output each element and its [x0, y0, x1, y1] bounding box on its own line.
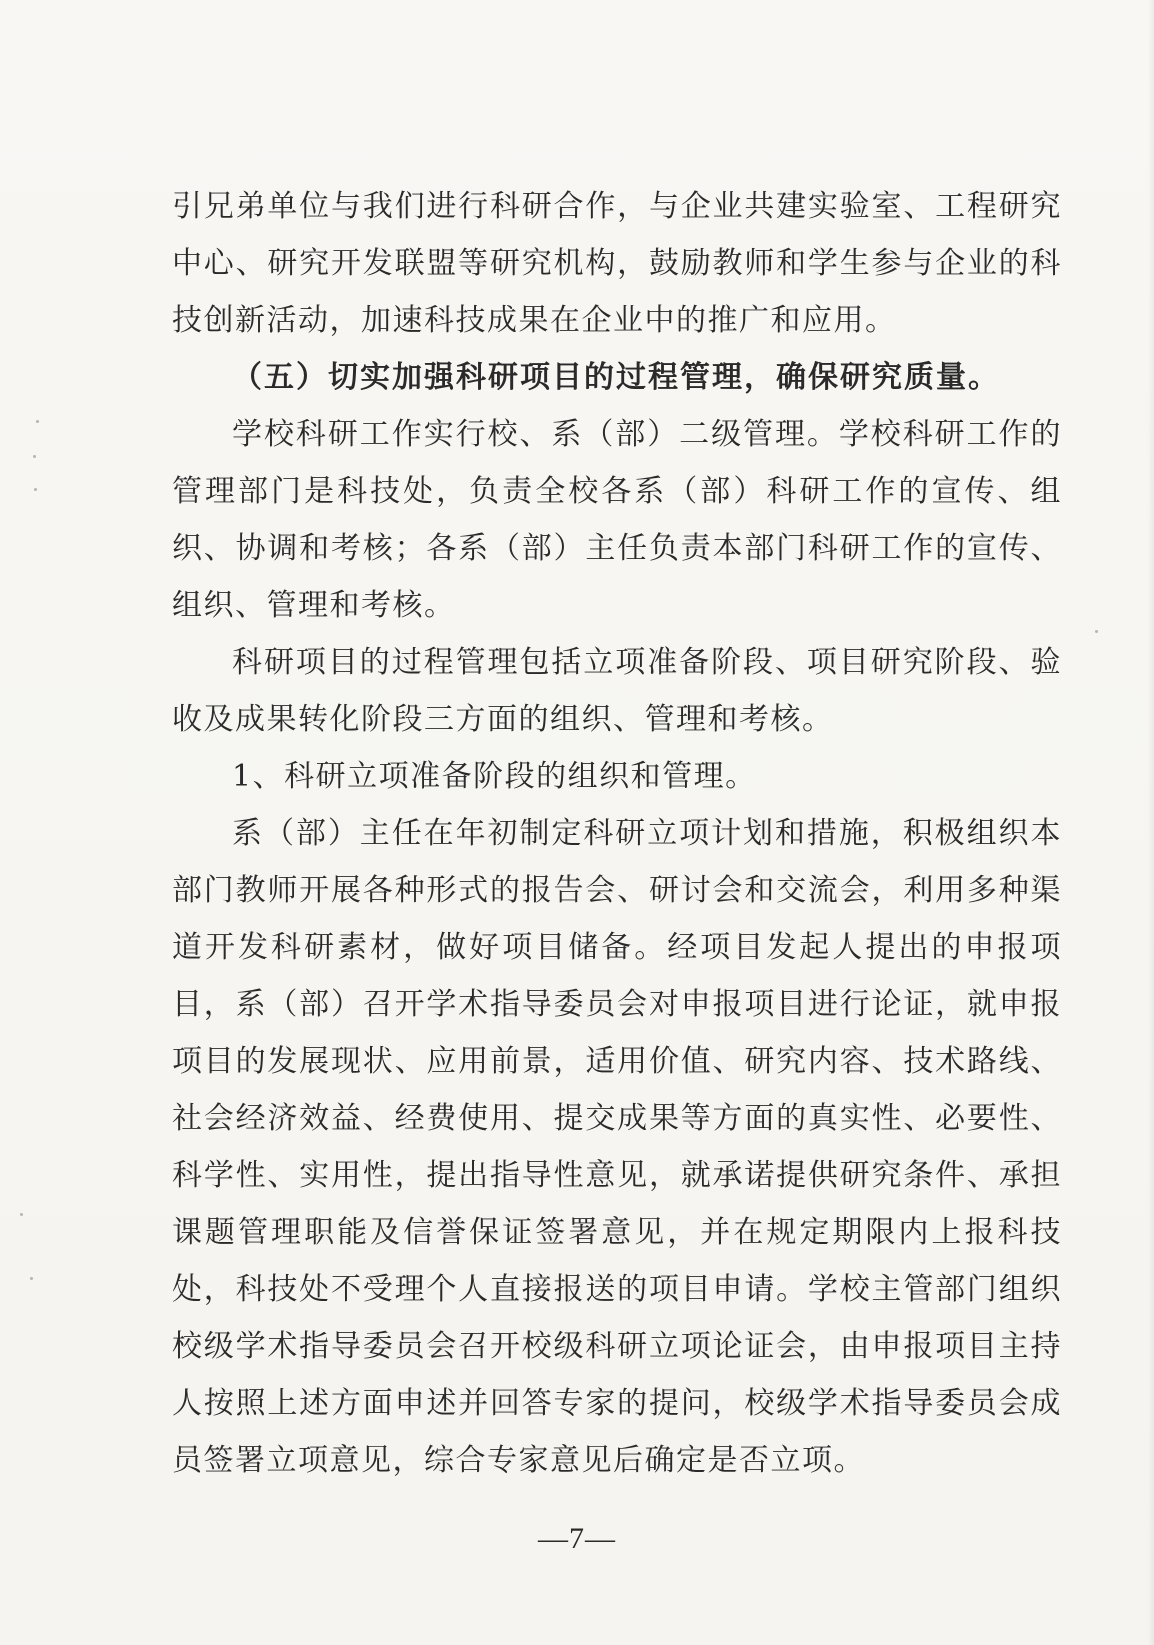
- scan-speck: [34, 488, 37, 491]
- scan-speck: [36, 420, 39, 423]
- subheading-stage-one: 1、科研立项准备阶段的组织和管理。: [232, 759, 757, 794]
- scan-speck: [20, 1213, 23, 1216]
- scan-speck: [30, 1277, 33, 1280]
- paragraph-process-stages: 科研项目的过程管理包括立项准备阶段、项目研究阶段、验收及成果转化阶段三方面的组织、管理和考核。: [172, 645, 1062, 737]
- document-body: [172, 178, 1062, 1489]
- paragraph-stage-one-details: 系（部）主任在年初制定科研立项计划和措施，积极组织本部门教师开展各种形式的报告会、研讨会和交流会，利用多种渠道开发科研素材，做好项目储备。经项目发起人提出的申报项目，系（部）召开学术指导委员会对申报项目进行论证，就申报项目的发展现状、应用前景，适用价值、研究内容、技术路线、社会经济效益、经费使用、提交成果等方面的真实性、必要性、科学性、实用性，提出指导性意见，就承诺提供研究条件、承担课题管理职能及信誉保证签署意见，并在规定期限内上报科技处，科技处不受理个人直接报送的项目申请。学校主管部门组织校级学术指导委员会召开校级科研立项论证会，由申报项目主持人按照上述方面申述并回答专家的提问，校级学术指导委员会成员签署立项意见，综合专家意见后确定是否立项。: [172, 816, 1062, 1478]
- paragraph-management-structure: 学校科研工作实行校、系（部）二级管理。学校科研工作的管理部门是科技处，负责全校各系（部）科研工作的宣传、组织、协调和考核；各系（部）主任负责本部门科研工作的宣传、组织、管理和考核。: [172, 417, 1062, 623]
- section-heading-five: （五）切实加强科研项目的过程管理，确保研究质量。: [232, 360, 1000, 395]
- scan-speck: [33, 455, 36, 458]
- page-number: —7—: [538, 1522, 616, 1555]
- scan-speck: [1095, 630, 1098, 633]
- scan-shadow-edge: [1148, 0, 1154, 1645]
- paragraph-intro-continuation: 引兄弟单位与我们进行科研合作，与企业共建实验室、工程研究中心、研究开发联盟等研究机构，鼓励教师和学生参与企业的科技创新活动，加速科技成果在企业中的推广和应用。: [172, 189, 1062, 338]
